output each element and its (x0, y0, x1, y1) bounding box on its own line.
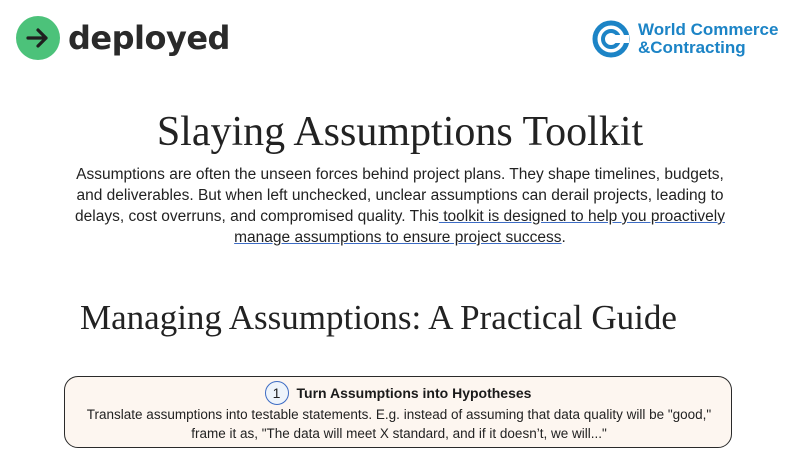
brand-right-line1: World Commerce (638, 20, 779, 39)
wcc-ring-icon (592, 20, 630, 58)
step-card (64, 376, 732, 448)
step-title: Turn Assumptions into Hypotheses (296, 385, 532, 401)
step-header (65, 381, 731, 405)
deployed-logo[interactable] (16, 16, 230, 60)
wcc-logo[interactable] (592, 20, 778, 58)
intro-end: . (561, 229, 566, 246)
header (0, 0, 800, 80)
intro-text: Assumptions are often the unseen forces behind project plans. They shape timelines, budgets, and deliverables. But when left unchecked, unclear assumptions can derail projects, leading to delays, cost overruns, and compromised quality. This (75, 166, 724, 225)
step-number-badge: 1 (265, 381, 289, 405)
intro-paragraph (70, 164, 730, 248)
section-heading: Managing Assumptions: A Practical Guide (80, 298, 677, 337)
arrow-right-icon (16, 16, 60, 60)
brand-name-right (638, 21, 778, 57)
step-description: Translate assumptions into testable statements. E.g. instead of assuming that data quality will be "good," frame it as, "The data will meet X standard, and if it doesn’t, we will..." (86, 407, 712, 441)
page-title: Slaying Assumptions Toolkit (156, 109, 644, 155)
brand-right-line2: &Contracting (638, 38, 746, 57)
toolkit-link[interactable]: toolkit is designed to help you proactively manage assumptions to ensure project success (234, 208, 725, 246)
brand-name-left: deployed (68, 19, 230, 57)
